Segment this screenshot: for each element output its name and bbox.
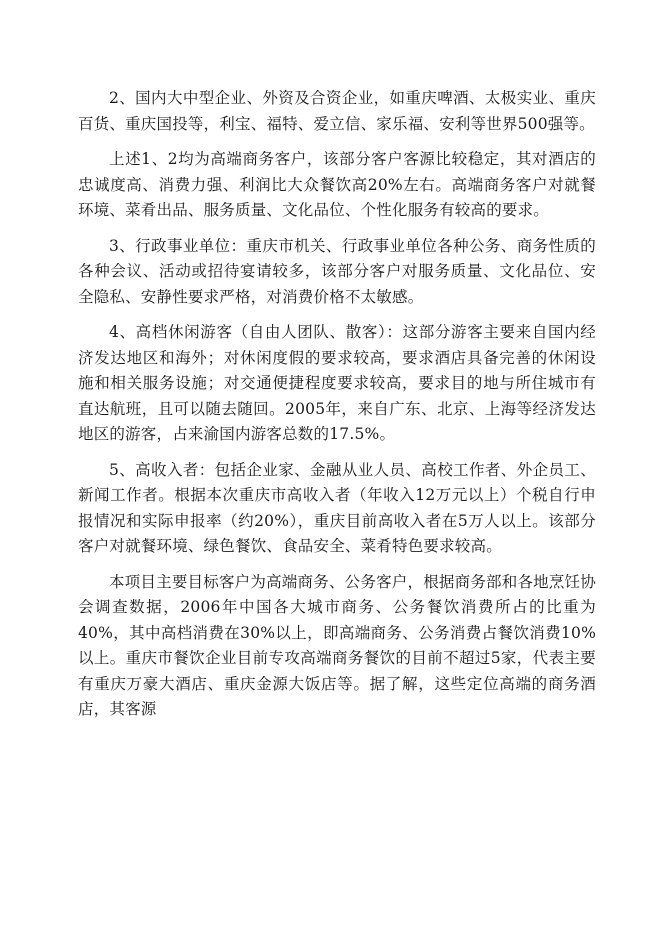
paragraph-leisure-tourists: 4、高档休闲游客（自由人团队、散客）：这部分游客主要来自国内经济发达地区和海外；对休闲度假的要求较高，要求酒店具备完善的休闲设施和相关服务设施；对交通便捷程度要求较高，要求目的地与所住城市有直达航班，且可以随去随回。2005年，来自广东、北京、上海等经济发达地区的游客，占来渝国内游客总数的17.5%。 [78, 323, 596, 443]
paragraph-enterprises: 2、国内大中型企业、外资及合资企业，如重庆啤酒、太极实业、重庆百货、重庆国投等，利宝、福特、爱立信、家乐福、安利等世界500强等。 [78, 89, 596, 133]
paragraph-government-units: 3、行政事业单位：重庆市机关、行政事业单位各种公务、商务性质的各种会议、活动或招待宴请较多，该部分客户对服务质量、文化品位、安全隐私、安静性要求严格，对消费价格不太敏感。 [78, 236, 596, 306]
paragraph-business-summary: 上述1、2均为高端商务客户，该部分客户客源比较稳定，其对酒店的忠诚度高、消费力强、利润比大众餐饮高20%左右。高端商务客户对就餐环境、菜肴出品、服务质量、文化品位、个性化服务有较高的要求。 [78, 150, 596, 219]
paragraph-high-income: 5、高收入者：包括企业家、金融从业人员、高校工作者、外企员工、新闻工作者。根据本次重庆市高收入者（年收入12万元以上）个税自行申报情况和实际申报率（约20%），重庆目前高收入者在5万人以上。该部分客户对就餐环境、绿色餐饮、食品安全、菜肴特色要求较高。 [78, 460, 596, 555]
document-body [78, 86, 596, 733]
paragraph-target-customers: 本项目主要目标客户为高端商务、公务客户，根据商务部和各地烹饪协会调查数据，2006年中国各大城市商务、公务餐饮消费所占的比重为40%，其中高档消费在30%以上，即高端商务、公务消费占餐饮消费10%以上。重庆市餐饮企业目前专攻高端商务餐饮的目前不超过5家，代表主要有重庆万豪大酒店、重庆金源大饭店等。据了解，这些定位高端的商务酒店，其客源 [78, 572, 596, 718]
